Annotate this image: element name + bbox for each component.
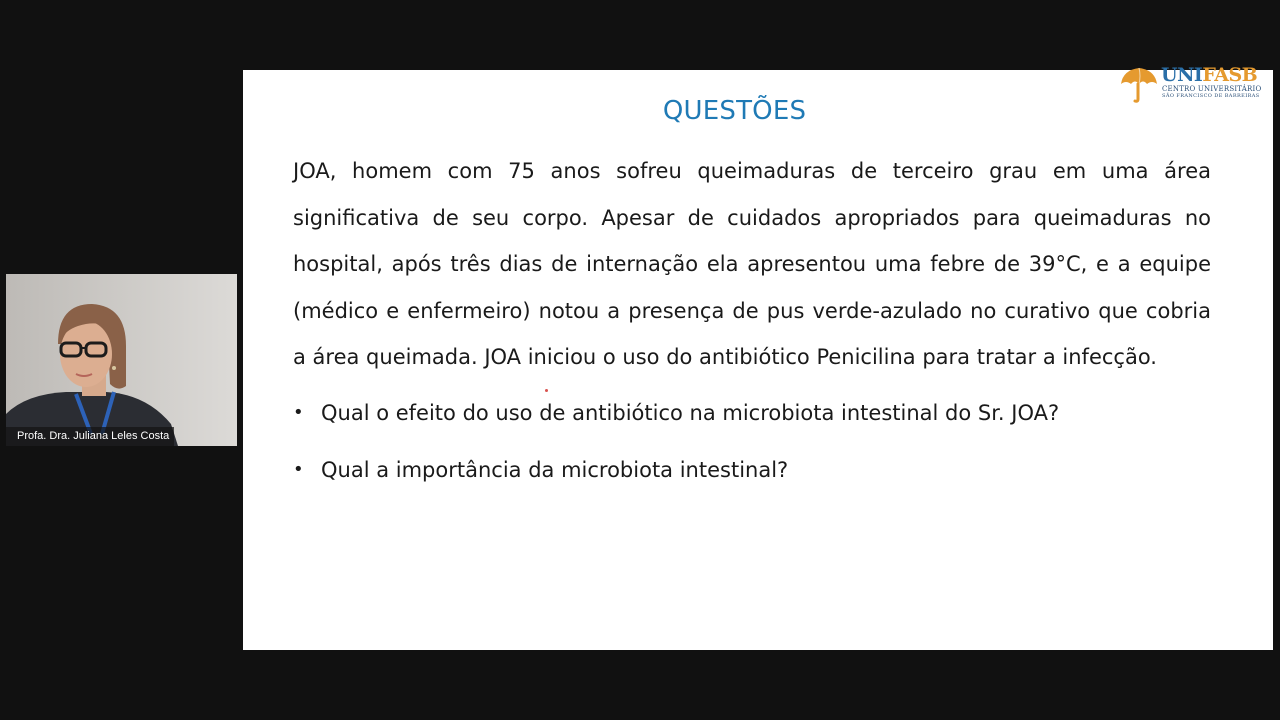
question-item xyxy=(293,392,1223,449)
logo-location: SÃO FRANCISCO DE BARREIRAS xyxy=(1162,93,1260,99)
participant-video-tile[interactable] xyxy=(6,274,237,446)
bullet-icon: • xyxy=(293,402,304,423)
umbrella-logo-icon xyxy=(1119,64,1159,104)
question-text: Qual a importância da microbiota intestinal? xyxy=(321,458,789,482)
question-list xyxy=(293,392,1223,506)
question-text: Qual o efeito do uso de antibiótico na microbiota intestinal do Sr. JOA? xyxy=(321,401,1060,425)
logo-wordmark-primary: UNI xyxy=(1161,64,1203,86)
shared-slide xyxy=(243,64,1273,650)
question-item xyxy=(293,449,1223,506)
logo-wordmark-accent: FASB xyxy=(1202,64,1258,86)
logo-wordmark xyxy=(1161,64,1257,86)
logo-subtitle: CENTRO UNIVERSITÁRIO xyxy=(1162,85,1262,93)
bullet-icon: • xyxy=(293,459,304,480)
unifasb-logo xyxy=(1119,64,1267,110)
participant-video-feed xyxy=(6,274,237,446)
case-paragraph: JOA, homem com 75 anos sofreu queimaduras de terceiro grau em uma área significativa de seu corpo. Apesar de cuidados apropriados para queimaduras no hospital, após três dias de internação ela apresentou uma febre de 39°C, e a equipe (médico e enfermeiro) notou a presença de pus verde-azulado no curativo que cobria a área queimada. JOA iniciou o uso do antibiótico Penicilina para tratar a infecção. xyxy=(293,159,1211,369)
participant-name-label: Profa. Dra. Juliana Leles Costa xyxy=(6,427,174,446)
slide-title: QUESTÕES xyxy=(662,96,807,126)
